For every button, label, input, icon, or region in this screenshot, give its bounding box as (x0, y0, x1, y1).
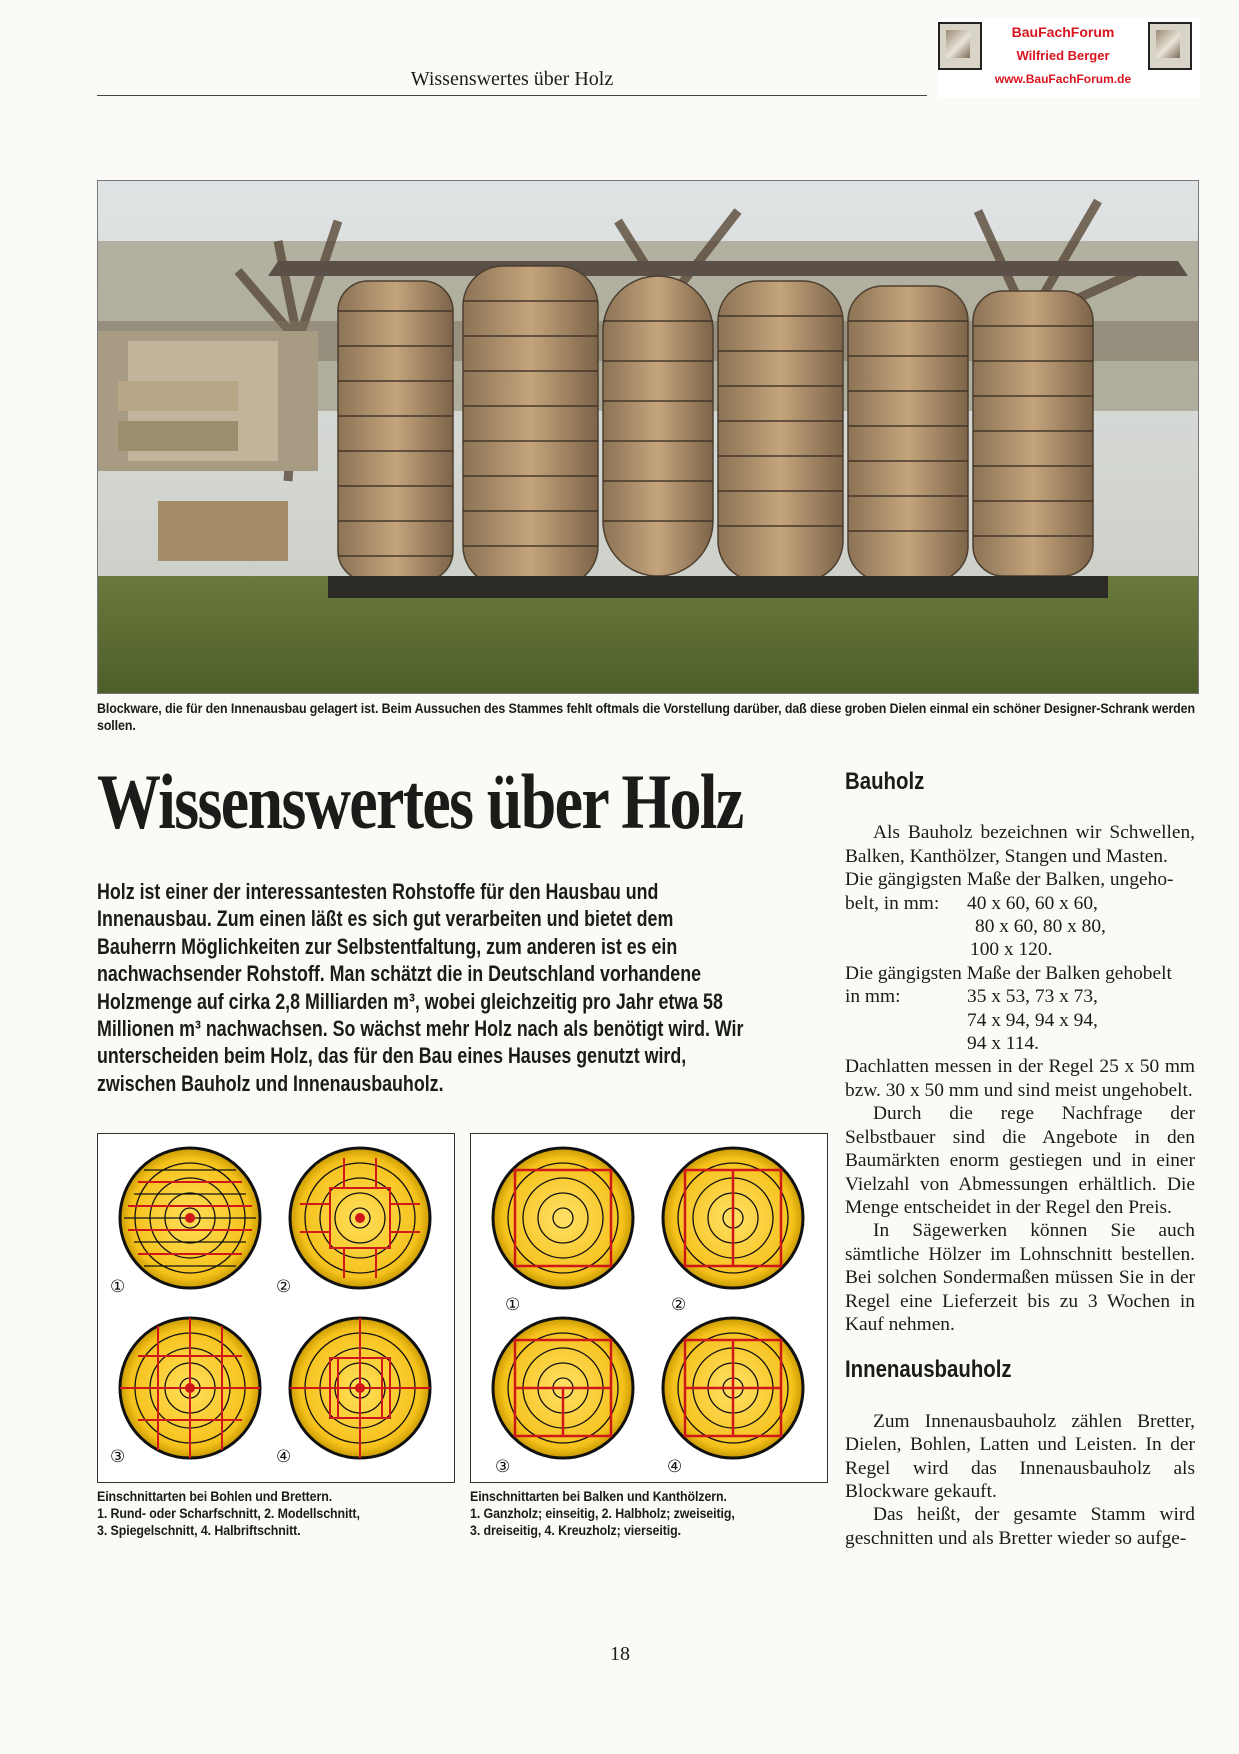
diagram-1-caption-line-1: 1. Rund- oder Scharfschnitt, 2. Modellschnitt, (97, 1506, 360, 1521)
balken-kanthoelzer-cut-diagram (471, 1134, 827, 1482)
bauholz-paragraph-6: In Sägewerken können Sie auch sämtliche Hölzer im Lohnschnitt bestellen. Bei solchen Sondermaßen müssen Sie in der Regel eine Lieferzeit bis zu 3 Wochen in Kauf nehmen. (845, 1220, 1195, 1335)
diagram-2-label-4: ④ (667, 1457, 683, 1477)
diagram-2-caption (470, 1488, 820, 1539)
log-beam-section-1 (493, 1148, 633, 1288)
photo-caption: Blockware, die für den Innenausbau gelagert ist. Beim Aussuchen des Stammes fehlt oftmals die Vorstellung darüber, daß diese groben Dielen einmal ein schöner Designer-Schrank werden sollen. (97, 701, 1195, 733)
log-cross-section-4 (290, 1318, 430, 1458)
log-cross-section-2 (290, 1148, 430, 1288)
bauholz-paragraph-3: Die gängigsten Maße der Balken gehobelt (845, 962, 1172, 984)
logo-image-right-icon (1148, 22, 1192, 70)
diagram-2-caption-title: Einschnittarten bei Balken und Kanthölzern. (470, 1489, 727, 1504)
diagram-2-label-3: ③ (495, 1457, 511, 1477)
diagram-bohlen-bretter (97, 1133, 455, 1483)
gehobelt-label: in mm: (845, 986, 901, 1008)
diagram-1-caption-line-2: 3. Spiegelschnitt, 4. Halbriftschnitt. (97, 1523, 301, 1538)
diagram-2-label-1: ① (505, 1295, 521, 1315)
innenausbauholz-paragraph-2: Das heißt, der gesamte Stamm wird geschnitten und als Bretter wieder so aufge- (845, 1504, 1195, 1549)
gehobelt-row-1 (845, 985, 1195, 1008)
gehobelt-value-2: 74 x 94, 94 x 94, (967, 1009, 1098, 1031)
ungehobelt-value-1: 40 x 60, 60 x 60, (967, 892, 1098, 914)
gehobelt-value-3: 94 x 114. (967, 1033, 1039, 1055)
running-title: Wissenswertes über Holz (410, 68, 614, 90)
diagram-2-label-2: ② (671, 1295, 687, 1315)
logo-line-2: Wilfried Berger (1016, 48, 1110, 63)
innenausbauholz-paragraph-1: Zum Innenausbauholz zählen Bretter, Dielen, Bohlen, Latten und Leisten. In der Regel wird das Innenausbauholz als Blockware gekauft. (845, 1410, 1195, 1502)
header-rule (97, 95, 927, 96)
page-number: 18 (610, 1643, 630, 1665)
gehobelt-value-1: 35 x 53, 73 x 73, (967, 986, 1098, 1008)
diagram-2-caption-line-1: 1. Ganzholz; einseitig, 2. Halbholz; zweiseitig, (470, 1506, 735, 1521)
logo-url[interactable]: www.BauFachForum.de (994, 72, 1132, 86)
log-beam-section-3 (493, 1318, 633, 1458)
diagram-balken-kanthoelzer (470, 1133, 828, 1483)
log-cross-section-3 (120, 1318, 260, 1458)
log-beam-section-2 (663, 1148, 803, 1288)
diagram-1-caption-title: Einschnittarten bei Bohlen und Brettern. (97, 1489, 333, 1504)
diagram-1-label-1: ① (110, 1277, 126, 1297)
diagram-1-label-2: ② (276, 1277, 292, 1297)
innenausbauholz-heading: Innenausbauholz (845, 1356, 1012, 1384)
ungehobelt-label: belt, in mm: (845, 892, 940, 914)
diagram-1-label-3: ③ (110, 1447, 126, 1467)
diagram-1-caption (97, 1488, 447, 1539)
ungehobelt-row-1 (845, 892, 1195, 915)
bauholz-heading: Bauholz (845, 768, 925, 795)
log-cross-section-1 (120, 1148, 260, 1288)
bauholz-paragraph-1: Als Bauholz bezeichnen wir Schwellen, Balken, Kanthölzer, Stangen und Masten. (845, 822, 1195, 867)
log-beam-section-4 (663, 1318, 803, 1458)
logo-image-left-icon (938, 22, 982, 70)
lumber-stack-illustration (98, 181, 1198, 693)
ungehobelt-value-2: 80 x 60, 80 x 80, (975, 916, 1106, 938)
bau-fach-forum-logo[interactable] (938, 18, 1200, 98)
bauholz-paragraph-2: Die gängigsten Maße der Balken, ungeho- (845, 869, 1174, 891)
article-lead: Holz ist einer der interessantesten Rohstoffe für den Hausbau und Innenausbau. Zum einen läßt es sich gut verarbeiten und bietet dem Bauherrn Möglichkeiten zur Selbstentfaltung, zum anderen ist es ein nachwachsender Rohstoff. Man schätzt die in Deutschland vorhandene Holzmenge auf cirka 2,8 Milliarden m³, wobei gleichzeitig pro Jahr etwa 58 Millionen m³ nachwachsen. So wächst mehr Holz nach als benötigt wird. Wir unterscheiden beim Holz, das für den Bau eines Hauses genutzt wird, zwischen Bauholz und Innenausbauholz. (97, 879, 744, 1096)
diagram-1-label-4: ④ (276, 1447, 292, 1467)
logo-line-1: BauFachForum (1011, 24, 1115, 40)
ungehobelt-value-3: 100 x 120. (970, 939, 1053, 961)
lumber-stack-photo (97, 180, 1199, 694)
right-column (845, 770, 1195, 1550)
article-title: Wissenswertes über Holz (97, 758, 743, 845)
diagram-2-caption-line-2: 3. dreiseitig, 4. Kreuzholz; vierseitig. (470, 1523, 681, 1538)
bauholz-paragraph-5: Durch die rege Nachfrage der Selbstbauer sind die Angebote in den Baumärkten enorm gestiegen und in einer Vielzahl von Abmessungen erhältlich. Die Menge entscheidet in der Regel den Preis. (845, 1103, 1195, 1218)
bohlen-bretter-cut-diagram (98, 1134, 454, 1482)
bauholz-paragraph-4: Dachlatten messen in der Regel 25 x 50 mm bzw. 30 x 50 mm und sind meist ungehobelt. (845, 1056, 1195, 1101)
